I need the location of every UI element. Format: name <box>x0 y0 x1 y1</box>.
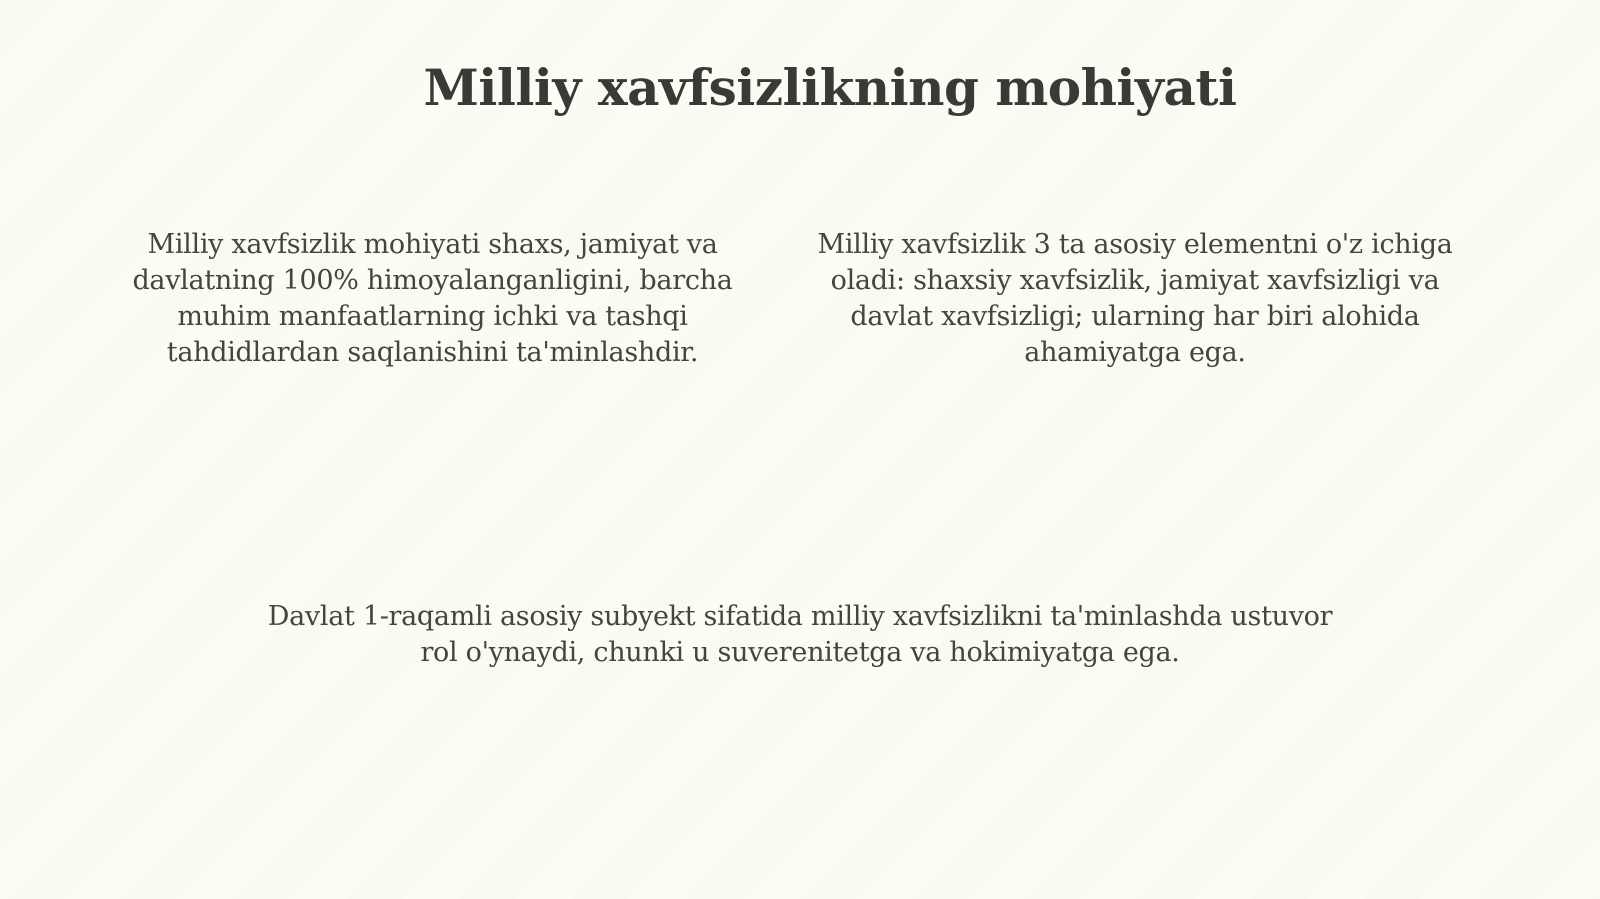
right-paragraph: Milliy xavfsizlik 3 ta asosiy elementni o'z ichiga oladi: shaxsiy xavfsizlik, jamiyat xavfsizligi va davlat xavfsizligi; ularning har biri alohida ahamiyatga ega. <box>817 229 1453 368</box>
bottom-paragraph: Davlat 1-raqamli asosiy subyekt sifatida milliy xavfsizlikni ta'minlashda ustuvor rol o'ynaydi, chunki u suverenitetga va hokimiyatga ega. <box>267 601 1333 668</box>
slide-title: Milliy xavfsizlikning mohiyati <box>423 58 1237 117</box>
left-paragraph: Milliy xavfsizlik mohiyati shaxs, jamiyat va davlatning 100% himoyalanganligini, barcha muhim manfaatlarning ichki va tashqi tahdidlardan saqlanishini ta'minlashdir. <box>132 229 733 368</box>
